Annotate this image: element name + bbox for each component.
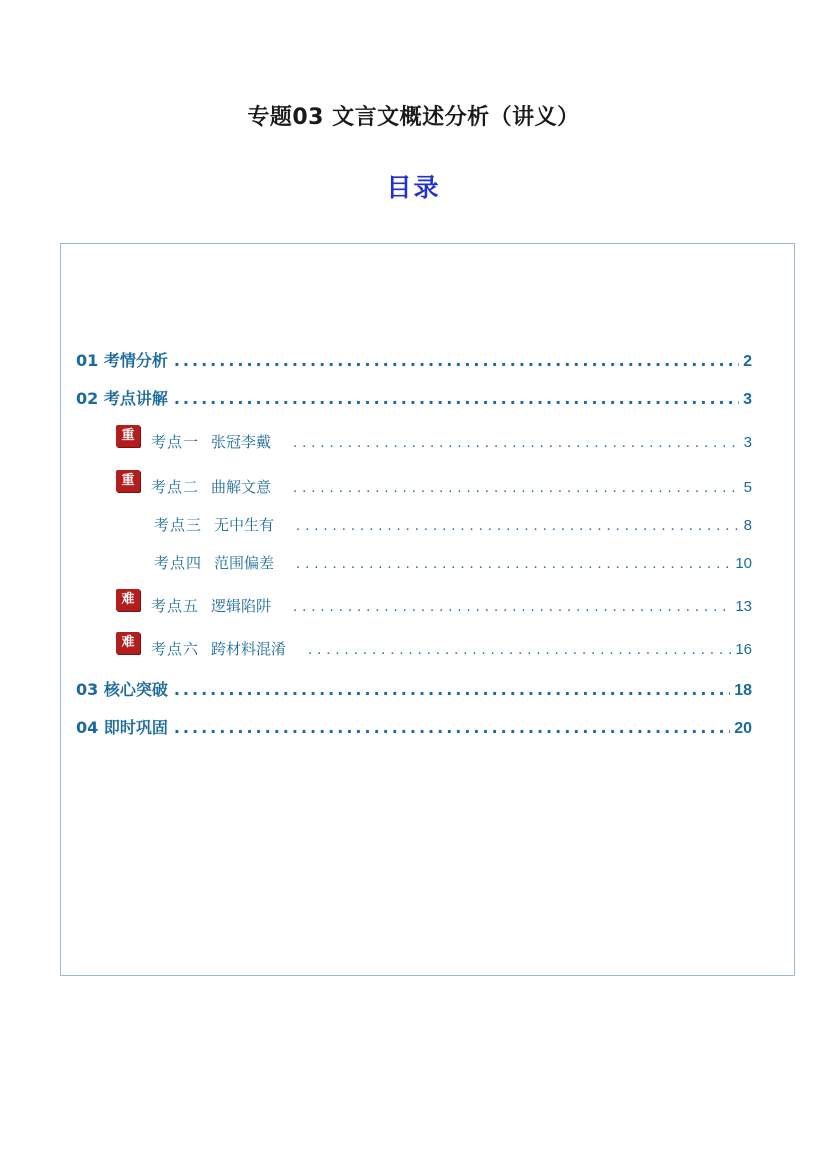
difficult-point-badge: 难 [116,589,140,611]
key-point-badge: 重 [116,425,140,447]
toc-leader-dots [174,718,730,737]
toc-page-number: 5 [743,479,752,496]
toc-page-number: 16 [735,641,752,658]
toc-leader-dots [174,351,739,370]
document-title: 专题03 文言文概述分析（讲义） [247,105,580,130]
toc-page-number: 10 [735,555,752,572]
toc-entry-point-1[interactable] [151,431,752,452]
key-point-badge: 重 [116,470,140,492]
point-name: 无中生有 [214,516,275,534]
toc-entry-point-6[interactable] [151,638,752,659]
toc-entry-point-3[interactable] [154,514,752,535]
toc-page-number: 2 [743,353,752,370]
point-name: 曲解文意 [211,478,272,496]
point-number: 考点四 [154,554,203,572]
toc-entry-label [151,476,271,497]
toc-heading: 目录 [386,173,441,202]
point-number: 考点二 [151,478,200,496]
point-number: 考点一 [151,433,200,451]
point-name: 跨材料混淆 [211,640,287,658]
difficult-point-badge: 难 [116,632,140,654]
toc-entry-03[interactable] [76,677,752,700]
toc-entry-label: 02 考点讲解 [76,389,168,408]
toc-leader-dots [296,519,740,534]
toc-leader-dots [308,643,731,658]
toc-leader-dots [174,680,730,699]
toc-entry-label: 04 即时巩固 [76,718,168,737]
toc-leader-dots [296,557,731,572]
toc-page-number: 3 [743,434,752,451]
toc-page-number: 8 [743,517,752,534]
toc-entry-label: 03 核心突破 [76,680,168,699]
toc-entry-label [154,552,274,573]
toc-entry-04[interactable] [76,715,752,738]
toc-entry-point-2[interactable] [151,476,752,497]
point-name: 范围偏差 [214,554,275,572]
toc-page-number: 18 [734,682,752,699]
toc-entry-01[interactable] [76,348,752,371]
toc-page-number: 20 [734,720,752,737]
toc-entry-label [151,595,271,616]
toc-entry-label [154,514,274,535]
toc-box [60,243,795,976]
point-name: 张冠李戴 [211,433,272,451]
point-number: 考点三 [154,516,203,534]
toc-entry-02[interactable] [76,386,752,409]
toc-entry-label [151,431,271,452]
toc-entry-label [151,638,286,659]
toc-leader-dots [293,481,740,496]
toc-page-number: 3 [743,391,752,408]
point-number: 考点五 [151,597,200,615]
toc-entry-point-4[interactable] [154,552,752,573]
toc-page-number: 13 [735,598,752,615]
toc-entry-label: 01 考情分析 [76,351,168,370]
toc-leader-dots [293,436,740,451]
point-number: 考点六 [151,640,200,658]
toc-entry-point-5[interactable] [151,595,752,616]
toc-leader-dots [174,389,739,408]
point-name: 逻辑陷阱 [211,597,272,615]
toc-leader-dots [293,600,731,615]
